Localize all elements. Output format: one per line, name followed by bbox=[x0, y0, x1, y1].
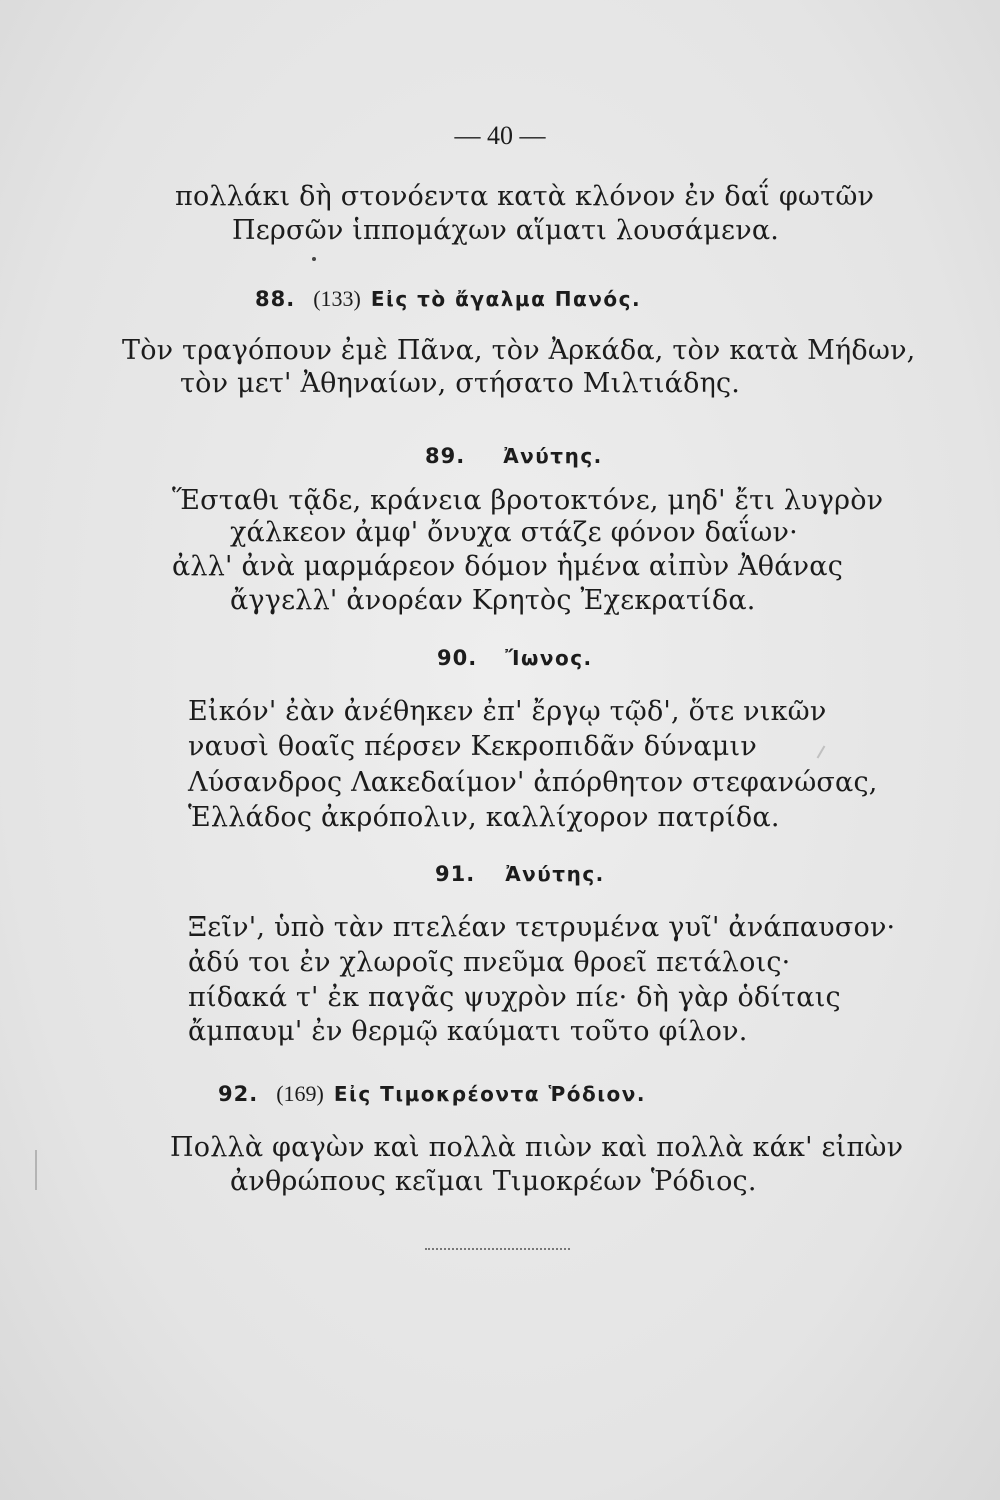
epigram-number: 90. bbox=[437, 646, 478, 670]
epigram-heading-90 bbox=[437, 642, 593, 673]
epigram-title: Εἰς τὸ ἄγαλμα Πανός. bbox=[370, 287, 642, 311]
verse-line: ἄμπαυμ' ἐν θερμῷ καύματι τοῦτο φίλον. bbox=[188, 1016, 748, 1047]
verse-line: Ἑλλάδος ἀκρόπολιν, καλλίχορον πατρίδα. bbox=[188, 802, 780, 833]
epigram-title: Ἴωνος. bbox=[505, 646, 593, 670]
verse-line: ἀνθρώπους κεῖμαι Τιμοκρέων Ῥόδιος. bbox=[230, 1166, 757, 1197]
epigram-heading-92 bbox=[218, 1078, 646, 1109]
verse-line: Τὸν τραγόπουν ἐμὲ Πᾶνα, τὸν Ἀρκάδα, τὸν κατὰ Μήδων, bbox=[122, 335, 916, 366]
margin-mark bbox=[35, 1150, 37, 1190]
verse-line: ἄγγελλ' ἀνορέαν Κρητὸς Ἐχεκρατίδα. bbox=[230, 585, 756, 616]
epigram-heading-91 bbox=[435, 858, 605, 889]
epigram-number: 88. bbox=[255, 287, 296, 311]
epigram-number: 92. bbox=[218, 1082, 259, 1106]
epigram-heading-89 bbox=[425, 440, 603, 471]
verse-line: Εἰκόν' ἐὰν ἀνέθηκεν ἐπ' ἔργῳ τῷδ', ὅτε νικῶν bbox=[188, 696, 827, 727]
epigram-reference: (133) bbox=[313, 286, 361, 311]
verse-line: Λύσανδρος Λακεδαίμον' ἀπόρθητον στεφανώσας, bbox=[188, 767, 878, 798]
verse-line: ἀλλ' ἀνὰ μαρμάρεον δόμον ἡμένα αἰπὺν Ἀθάνας bbox=[172, 551, 844, 582]
epigram-title: Εἰς Τιμοκρέοντα Ῥόδιον. bbox=[333, 1082, 647, 1106]
epigram-title: Ἀνύτης. bbox=[503, 444, 603, 468]
page-number: — 40 — bbox=[454, 121, 546, 150]
verse-line: Περσῶν ἱππομάχων αἵματι λουσάμενα. bbox=[232, 215, 780, 246]
verse-line: πίδακά τ' ἐκ παγᾶς ψυχρὸν πίε· δὴ γὰρ ὁδίταις bbox=[188, 982, 841, 1013]
epigram-number: 91. bbox=[435, 862, 476, 886]
verse-line: ναυσὶ θοαῖς πέρσεν Κεκροπιδᾶν δύναμιν bbox=[188, 731, 757, 762]
epigram-title: Ἀνύτης. bbox=[505, 862, 605, 886]
margin-mark bbox=[817, 745, 826, 758]
epigram-heading-88 bbox=[255, 283, 641, 314]
verse-line: ἀδύ τοι ἐν χλωροῖς πνεῦμα θροεῖ πετάλοις· bbox=[188, 947, 791, 978]
verse-line: πολλάκι δὴ στονόεντα κατὰ κλόνον ἐν δαΐ φωτῶν bbox=[175, 181, 875, 212]
verse-line: Ἕσταθι τᾷδε, κράνεια βροτοκτόνε, μηδ' ἔτι λυγρὸν bbox=[172, 485, 884, 516]
verse-line: Ξεῖν', ὑπὸ τὰν πτελέαν τετρυμένα γυῖ' ἀνάπαυσον· bbox=[188, 912, 896, 943]
verse-line: τὸν μετ' Ἀθηναίων, στήσατο Μιλτιάδης. bbox=[180, 368, 741, 399]
epigram-reference: (169) bbox=[276, 1081, 324, 1106]
end-rule bbox=[425, 1248, 570, 1250]
verse-line: Πολλὰ φαγὼν καὶ πολλὰ πιὼν καὶ πολλὰ κάκ' εἰπὼν bbox=[170, 1132, 904, 1163]
epigram-number: 89. bbox=[425, 444, 466, 468]
ink-speck bbox=[312, 257, 316, 261]
verse-line: χάλκεον ἀμφ' ὄνυχα στάζε φόνον δαΐων· bbox=[230, 517, 798, 548]
